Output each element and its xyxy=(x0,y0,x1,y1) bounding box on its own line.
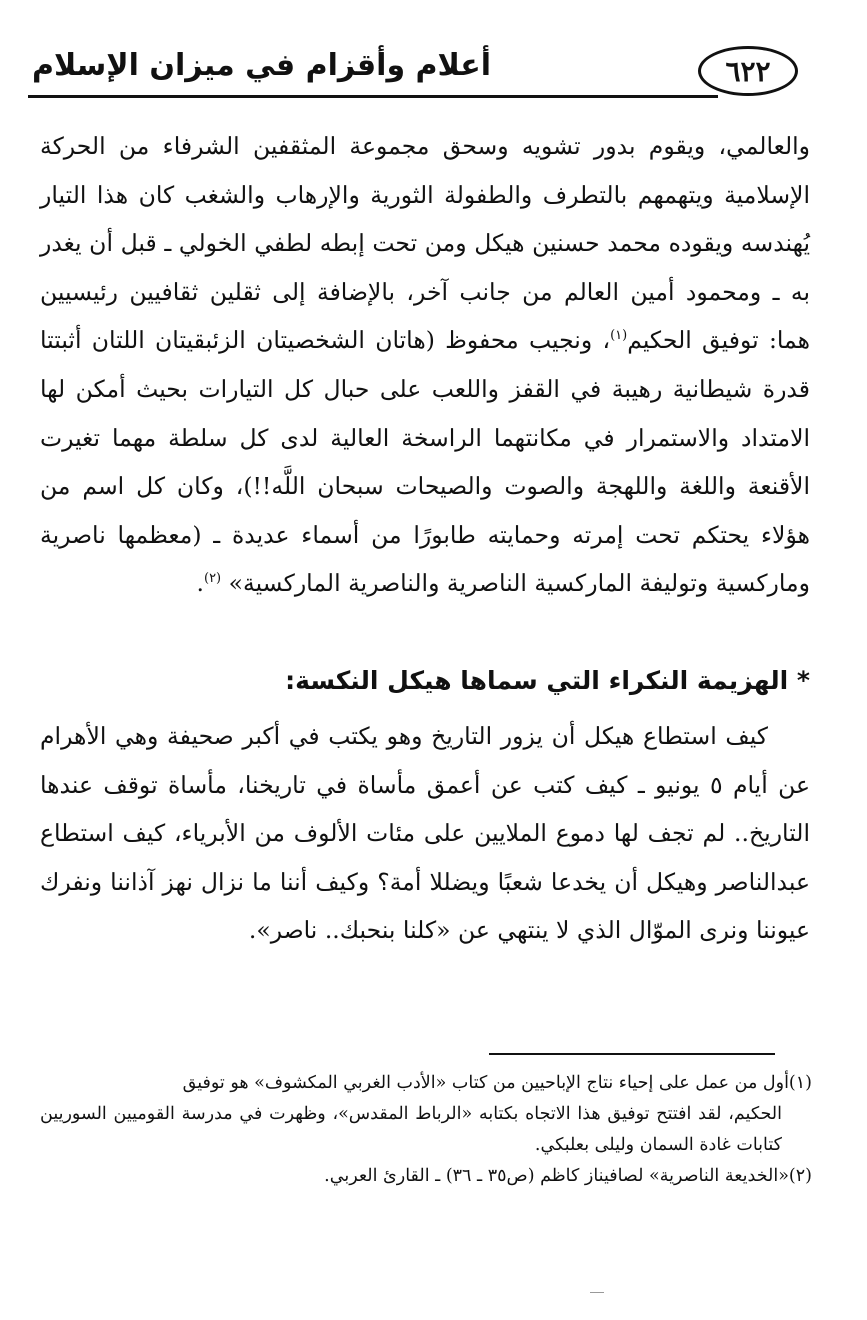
paragraph-1-text-b: ، ونجيب محفوظ (هاتان الشخصيتان الزئبقيتان اللتان أثبتتا قدرة شيطانية رهيبة في القفز واللعب على حبال كل التيارات بحيث أمكن لها الامتداد والاستمرار في مكانتهما الراسخة العالية لدى كل سلطة مهما تغيرت الأقنعة واللغة واللهجة والصوت والصيحات سبحان اللَّه!!)، وكان كل اسم من هؤلاء يحتكم تحت إمرته وحمايته طابورًا من أسماء عديدة ـ (معظمها ناصرية وماركسية وتوليفة الماركسية الناصرية والناصرية الماركسية» xyxy=(40,326,810,598)
footnote-1-continuation: الحكيم، لقد افتتح توفيق هذا الاتجاه بكتابه «الرباط المقدس»، وظهرت في مدرسة القوميين السوريين كتابات غادة السمان وليلى بعلبكي. xyxy=(40,1104,782,1155)
footnote-2: (٢)«الخديعة الناصرية» لصافيناز كاظم (ص٣٥ ـ ٣٦) ـ القارئ العربي. xyxy=(324,1166,812,1186)
footnote-divider xyxy=(489,1053,775,1055)
paragraph-1-text-a: والعالمي، ويقوم بدور تشويه وسحق مجموعة المثقفين الشرفاء من الحركة الإسلامية ويتهمهم بالتطرف والطفولة الثورية والإرهاب والشغب كان هذا التيار يُهندسه ويقوده محمد حسنين هيكل ومن تحت إبطه لطفي الخولي ـ قبل أن يغدر به ـ ومحمود أمين العالم من جانب آخر، بالإضافة إلى ثقلين ثقافيين رئيسيين هما: توفيق الحكيم xyxy=(40,132,810,355)
page-number xyxy=(698,46,798,96)
running-title: أعلام وأقزام في ميزان الإسلام xyxy=(32,48,492,83)
paragraph-1-end: . xyxy=(196,569,204,598)
main-paragraph xyxy=(40,122,810,608)
page-number-text: ٦٢٢ xyxy=(725,54,771,88)
footnote-1-line-1: (١)أول من عمل على إحياء نتاج الإباحيين من كتاب «الأدب الغربي المكشوف» هو توفيق xyxy=(182,1073,812,1093)
footnote-ref-1: (١) xyxy=(610,328,628,344)
footnote-ref-2: (٢) xyxy=(203,571,222,587)
scan-artifact xyxy=(590,1292,604,1293)
section-heading: * الهزيمة النكراء التي سماها هيكل النكسة: xyxy=(285,666,810,695)
page-header xyxy=(28,40,818,102)
header-rule xyxy=(28,95,718,98)
section-paragraph-block xyxy=(40,712,810,955)
paragraph-1 xyxy=(40,122,810,608)
footnotes xyxy=(40,1068,812,1192)
section-paragraph: كيف استطاع هيكل أن يزور التاريخ وهو يكتب في أكبر صحيفة وهي الأهرام عن أيام ٥ يونيو ـ كيف كتب عن أعمق مأساة في تاريخنا، مأساة توقف عندها التاريخ.. لم تجف لها دموع الملايين على مئات الألوف من الأبرياء، كيف استطاع عبدالناصر وهيكل أن يخدعا شعبًا ويضللا أمة؟ وكيف أننا ما نزال نهز آذاننا ونفرك عيوننا ونرى الموّال الذي لا ينتهي عن «كلنا بنحبك.. ناصر». xyxy=(40,722,811,945)
